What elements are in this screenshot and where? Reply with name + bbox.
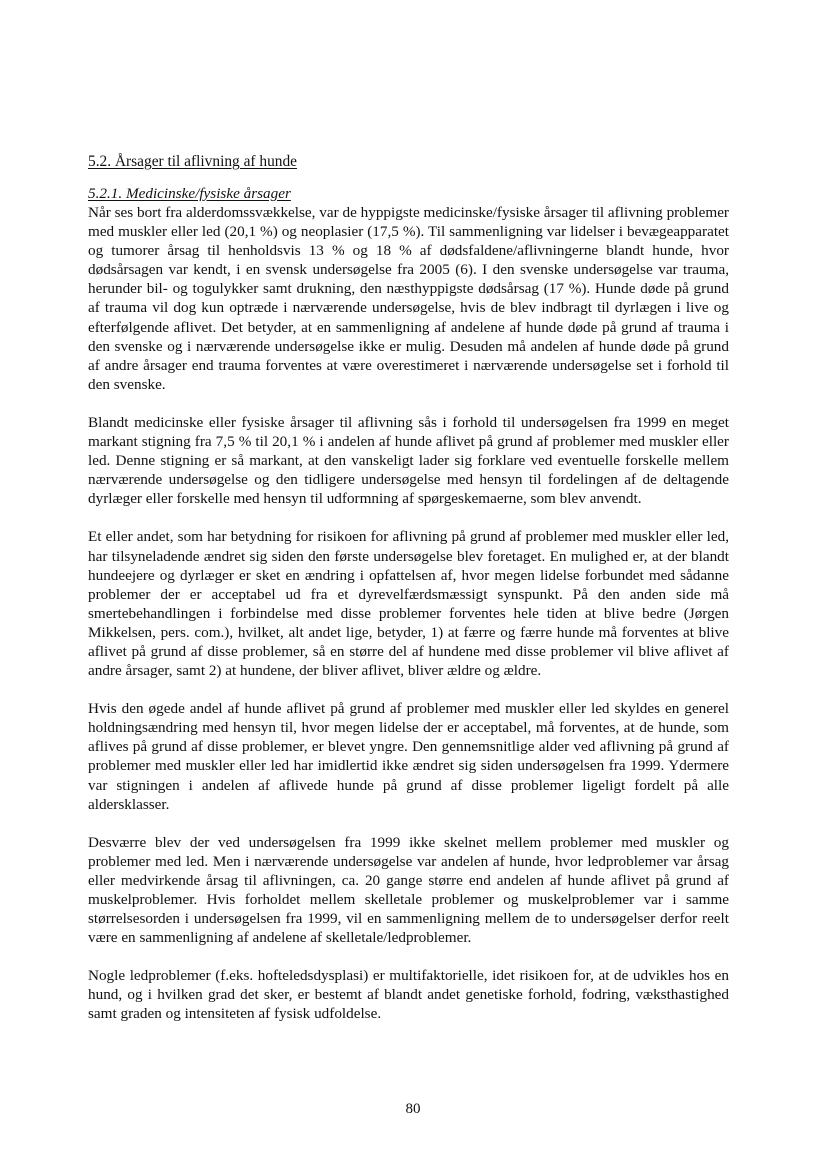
paragraph-5: Desværre blev der ved undersøgelsen fra 1999 ikke skelnet mellem problemer med muskler og problemer med led. Men i nærværende undersøgelse var andelen af hunde, hvor ledproblemer var årsag eller medvirkende årsag til aflivningen, ca. 20 gange større end andelen af hunde aflivet på grund af muskelproblemer. Hvis forholdet mellem skelletale problemer og muskelproblemer var i samme størrelsesorden i undersøgelsen fra 1999, vil en sammenligning mellem de to undersøgelser derfor reelt være en sammenligning af andelene af skelletale/ledproblemer. bbox=[88, 833, 729, 947]
paragraph-2: Blandt medicinske eller fysiske årsager til aflivning sås i forhold til undersøgelsen fra 1999 en meget markant stigning fra 7,5 % til 20,1 % i andelen af hunde aflivet på grund af problemer med muskler eller led. Denne stigning er så markant, at den vanskeligt lader sig forklare ved eventuelle forskelle mellem nærværende undersøgelse og den tidligere undersøgelse med hensyn til fordelingen af de deltagende dyrlæger eller forskelle med hensyn til udformning af spørgeskemaerne, som blev anvendt. bbox=[88, 413, 729, 508]
section-heading: 5.2. Årsager til aflivning af hunde bbox=[88, 153, 297, 170]
paragraph-6: Nogle ledproblemer (f.eks. hofteledsdysplasi) er multifaktorielle, idet risikoen for, at de udvikles hos en hund, og i hvilken grad det sker, er bestemt af blandt andet genetiske forhold, fodring, væksthastighed samt graden og intensiteten af fysisk udfoldelse. bbox=[88, 967, 729, 1023]
paragraph-4: Hvis den øgede andel af hunde aflivet på grund af problemer med muskler eller led skyldes en generel holdningsændring med hensyn til, hvor megen lidelse der er acceptabel, må forventes, at de hunde, som aflives på grund af disse problemer, er blevet yngre. Den gennemsnitlige alder ved aflivning på grund af problemer med muskler eller led har imidlertid ikke ændret sig siden undersøgelsen fra 1999. Ydermere var stigningen i andelen af aflivede hunde på grund af disse problemer ligeligt fordelt på alle aldersklasser. bbox=[88, 700, 729, 813]
subsection-heading: 5.2.1. Medicinske/fysiske årsager bbox=[88, 185, 291, 202]
page-number: 80 bbox=[405, 1101, 421, 1117]
paragraph-3: Et eller andet, som har betydning for risikoen for aflivning på grund af problemer med muskler eller led, har tilsyneladende ændret sig siden den første undersøgelse blev foretaget. En mulighed er, at der blandt hundeejere og dyrlæger er sket en ændring i opfattelsen af, hvor megen lidelse forbundet med sådanne problemer der er acceptabel ud fra et dyrevelfærdsmæssigt synspunkt. På den anden side må smertebehandlingen i forbindelse med disse problemer forventes hele tiden at blive bedre (Jørgen Mikkelsen, pers. com.), hvilket, alt andet lige, betyder, 1) at færre og færre hunde må forventes at blive aflivet på grund af disse problemer, så en større del af hundene med disse problemer vil blive aflivet af andre årsager, samt 2) at hundene, der bliver aflivet, bliver ældre og ældre. bbox=[88, 528, 729, 680]
page-content bbox=[88, 152, 729, 1043]
paragraph-1: Når ses bort fra alderdomssvækkelse, var de hyppigste medicinske/fysiske årsager til aflivning problemer med muskler eller led (20,1 %) og neoplasier (17,5 %). Til sammenligning var lidelser i bevægeapparatet og tumorer årsag til henholdsvis 13 % og 18 % af dødsfaldene/aflivningerne blandt hunde, hvor dødsårsagen var kendt, i en svensk undersøgelse fra 2005 (6). I den svenske undersøgelse var trauma, herunder bil- og togulykker samt drukning, den næsthyppigste dødsårsag (17 %). Hunde døde på grund af trauma vil dog kun optræde i nærværende undersøgelse, hvis de blev indbragt til dyrlægen i live og efterfølgende aflivet. Det betyder, at en sammenligning af andelene af hunde døde på grund af trauma i den svenske og i nærværende undersøgelse ikke er mulig. Desuden må andelen af hunde døde på grund af andre årsager end trauma forventes at være overestimeret i nærværende undersøgelse set i forhold til den svenske. bbox=[88, 204, 729, 393]
